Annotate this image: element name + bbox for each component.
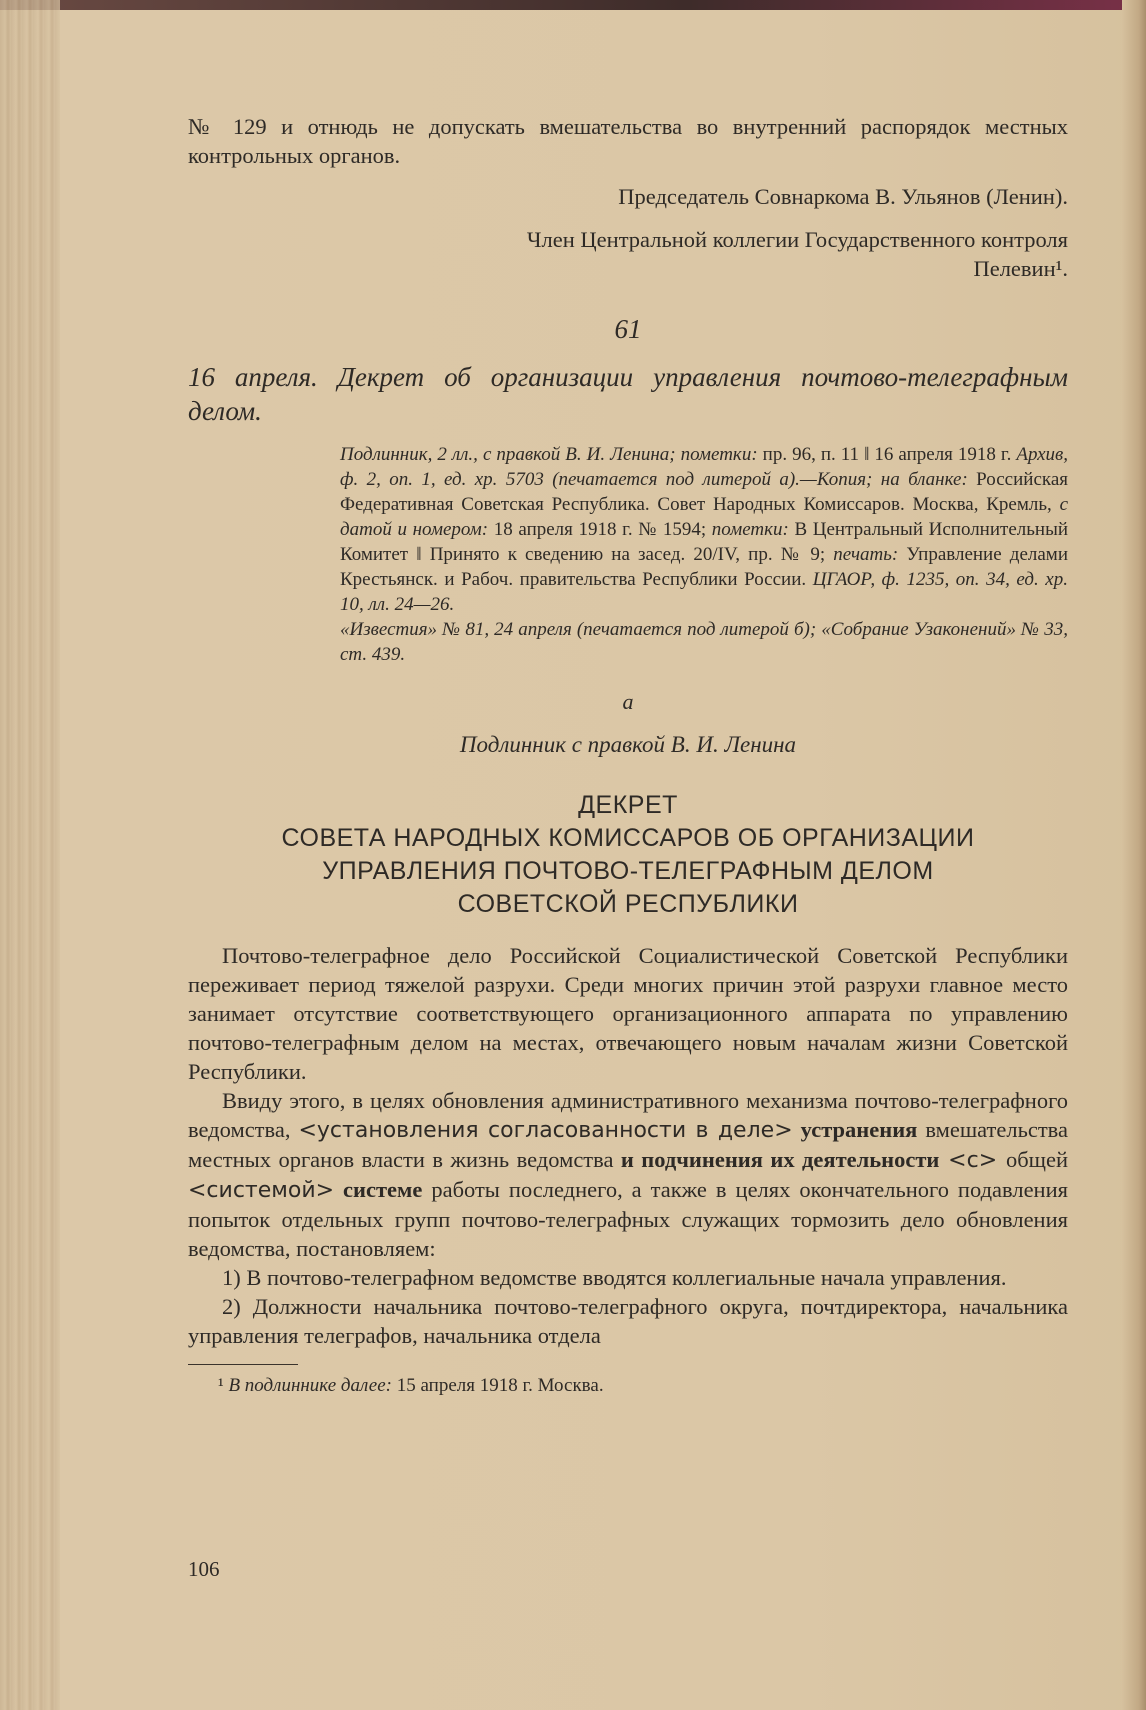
paragraph-1: Почтово-телеграфное дело Российской Социалистической Советской Республики переживает период тяжелой разрухи. Среди многих причин этой разрухи главное место занимает отсутствие соответствующего организационного аппарата по управлению почтово-телеграфным делом на местах, отвечающего новым началам жизни Советской Республики.	[188, 943, 1068, 1084]
footnote-rule	[188, 1364, 298, 1365]
footnote: ¹ В подлиннике далее: 15 апреля 1918 г. Москва.	[218, 1375, 604, 1396]
continuation-text: № 129 и отнюдь не допускать вмешательства во внутренний распорядок местных контрольных органов.	[188, 114, 1068, 168]
page-content	[188, 112, 1068, 1400]
paragraph-2: Ввиду этого, в целях обновления административного механизма почтово-телеграфного ведомства, <установления согласованности в деле> устранения вмешательства местных органов власти в жизнь ведомства и подчинения их деятельности <с> общей <системой> системе работы последнего, а также в целях окончательного подавления попыток отдельных групп почтово-телеграфных служащих тормозить дело обновления ведомства, постановляем:	[188, 1088, 1068, 1261]
document-title: 16 апреля. Декрет об организации управления почтово-телеграфным делом.	[188, 362, 1068, 426]
source-note: Подлинник, 2 лл., с правкой В. И. Ленина; пометки: пр. 96, п. 11 ‖ 16 апреля 1918 г. Архив, ф. 2, оп. 1, ед. хр. 5703 (печатается под литерой а).—Копия; на бланке: Российская Федеративная Советская Республика. Совет Народных Комиссаров. Москва, Кремль, с датой и номером: 18 апреля 1918 г. № 1594; пометки: В Центральный Исполнительный Комитет ‖ Принято к сведению на засед. 20/IV, пр. № 9; печать: Управление делами Крестьянск. и Рабоч. правительства Республики России. ЦГАОР, ф. 1235, оп. 34, ед. хр. 10, лл. 24—26.	[340, 444, 1069, 615]
page-edges	[0, 0, 60, 1710]
item-2: 2) Должности начальника почтово-телеграфного округа, почтдиректора, начальника управления телеграфов, начальника отдела	[188, 1294, 1068, 1348]
decree-heading: ДЕКРЕТ СОВЕТА НАРОДНЫХ КОМИССАРОВ ОБ ОРГАНИЗАЦИИ УПРАВЛЕНИЯ ПОЧТОВО-ТЕЛЕГРАФНЫМ ДЕЛОМ СОВЕТСКОЙ РЕСПУБЛИКИ	[281, 791, 975, 918]
variant-title: Подлинник с правкой В. И. Ленина	[459, 732, 797, 757]
page-gutter	[1122, 0, 1146, 1710]
document-number: 61	[614, 314, 642, 344]
signature-pelevin: Член Центральной коллегии Государственного контроля Пелевин¹.	[526, 227, 1068, 281]
signature-lenin: Председатель Совнаркома В. Ульянов (Ленин).	[618, 184, 1068, 209]
variant-letter: а	[622, 689, 634, 714]
item-1: 1) В почтово-телеграфном ведомстве вводятся коллегиальные начала управления.	[222, 1265, 1007, 1290]
publication-note: «Известия» № 81, 24 апреля (печатается под литерой б); «Собрание Узаконений» № 33, ст. 439.	[340, 619, 1068, 665]
cover-edge	[0, 0, 1146, 10]
page-number: 106	[188, 1557, 220, 1581]
